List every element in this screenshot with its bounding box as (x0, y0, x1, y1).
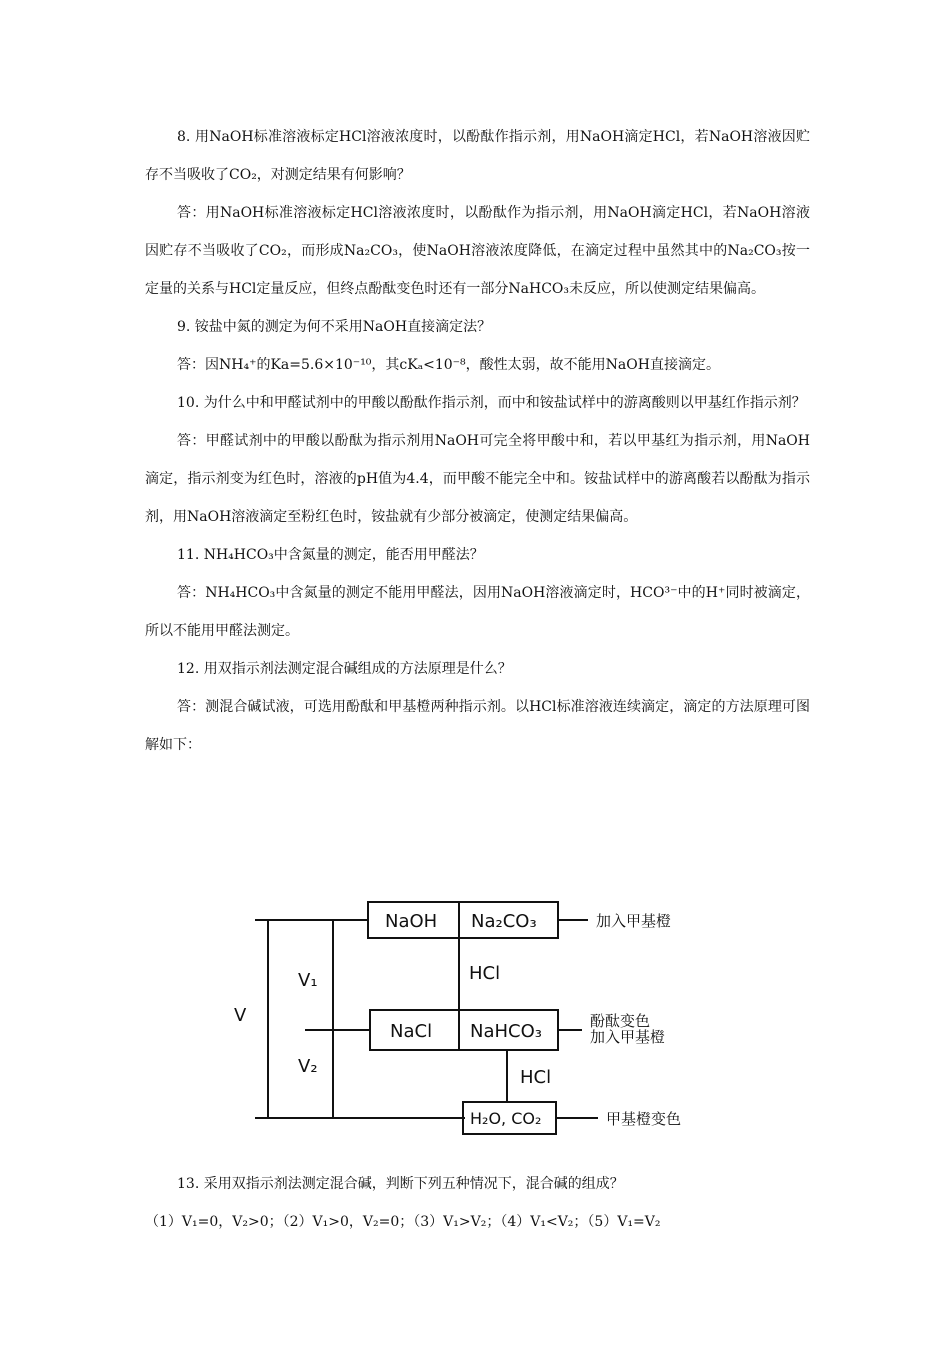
question-9: 9. 铵盐中氮的测定为何不采用NaOH直接滴定法？ (177, 319, 492, 335)
label-hcl-2: HCl (520, 1067, 552, 1088)
note-add-methyl-orange-2: 加入甲基橙 (590, 1028, 666, 1046)
label-nacl: NaCl (390, 1021, 433, 1042)
label-naoh: NaOH (385, 911, 438, 932)
answer-9: 答：因NH₄⁺的Ka=5.6×10⁻¹⁰，其cKₐ<10⁻⁸，酸性太弱，故不能用NaOH直接滴定。 (177, 357, 720, 373)
question-10: 10. 为什么中和甲醛试剂中的甲酸以酚酞作指示剂，而中和铵盐试样中的游离酸则以甲基红作指示剂？ (177, 395, 806, 411)
question-13-cases: （1）V₁=0，V₂>0；（2）V₁>0，V₂=0；（3）V₁>V₂；（4）V₁<V₂；（5）V₁=V₂ (145, 1214, 661, 1230)
qa-text-block (145, 118, 810, 764)
double-indicator-diagram (220, 880, 720, 1150)
question-11: 11. NH₄HCO₃中含氮量的测定，能否用甲醛法？ (177, 547, 484, 563)
question-13: 13. 采用双指示剂法测定混合碱，判断下列五种情况下，混合碱的组成？ (177, 1176, 624, 1192)
label-nahco3: NaHCO₃ (470, 1021, 542, 1042)
answer-10: 答：甲醛试剂中的甲酸以酚酞为指示剂用NaOH可完全将甲酸中和，若以甲基红为指示剂，用NaOH滴定，指示剂变为红色时，溶液的pH值为4.4，而甲酸不能完全中和。铵盐试样中的游离酸若以酚酞为指示剂，用NaOH溶液滴定至粉红色时，铵盐就有少部分被滴定，使测定结果偏高。 (145, 433, 810, 525)
question-8: 8. 用NaOH标准溶液标定HCl溶液浓度时，以酚酞作指示剂，用NaOH滴定HCl，若NaOH溶液因贮存不当吸收了CO₂，对测定结果有何影响？ (145, 129, 810, 183)
answer-11: 答：NH₄HCO₃中含氮量的测定不能用甲醛法，因用NaOH溶液滴定时，HCO³⁻中的H⁺同时被滴定，所以不能用甲醛法测定。 (145, 585, 810, 639)
note-methyl-orange-change: 甲基橙变色 (606, 1110, 682, 1128)
answer-12: 答：测混合碱试液，可选用酚酞和甲基橙两种指示剂。以HCl标准溶液连续滴定，滴定的方法原理可图解如下： (145, 699, 810, 753)
note-phenolphthalein-change: 酚酞变色 (590, 1012, 651, 1030)
label-v2: V₂ (298, 1056, 318, 1077)
label-v: V (234, 1005, 247, 1026)
question-12: 12. 用双指示剂法测定混合碱组成的方法原理是什么？ (177, 661, 512, 677)
label-v1: V₁ (298, 970, 318, 991)
question-13-block (145, 1165, 810, 1241)
note-add-methyl-orange-1: 加入甲基橙 (596, 912, 672, 930)
diagram-svg (220, 880, 720, 1150)
label-na2co3: Na₂CO₃ (471, 911, 537, 932)
answer-8: 答：用NaOH标准溶液标定HCl溶液浓度时，以酚酞作为指示剂，用NaOH滴定HCl，若NaOH溶液因贮存不当吸收了CO₂，而形成Na₂CO₃，使NaOH溶液浓度降低，在滴定过程中虽然其中的Na₂CO₃按一定量的关系与HCl定量反应，但终点酚酞变色时还有一部分NaHCO₃未反应，所以使测定结果偏高。 (145, 205, 810, 297)
label-hcl-1: HCl (469, 963, 501, 984)
label-products: H₂O, CO₂ (470, 1109, 542, 1128)
